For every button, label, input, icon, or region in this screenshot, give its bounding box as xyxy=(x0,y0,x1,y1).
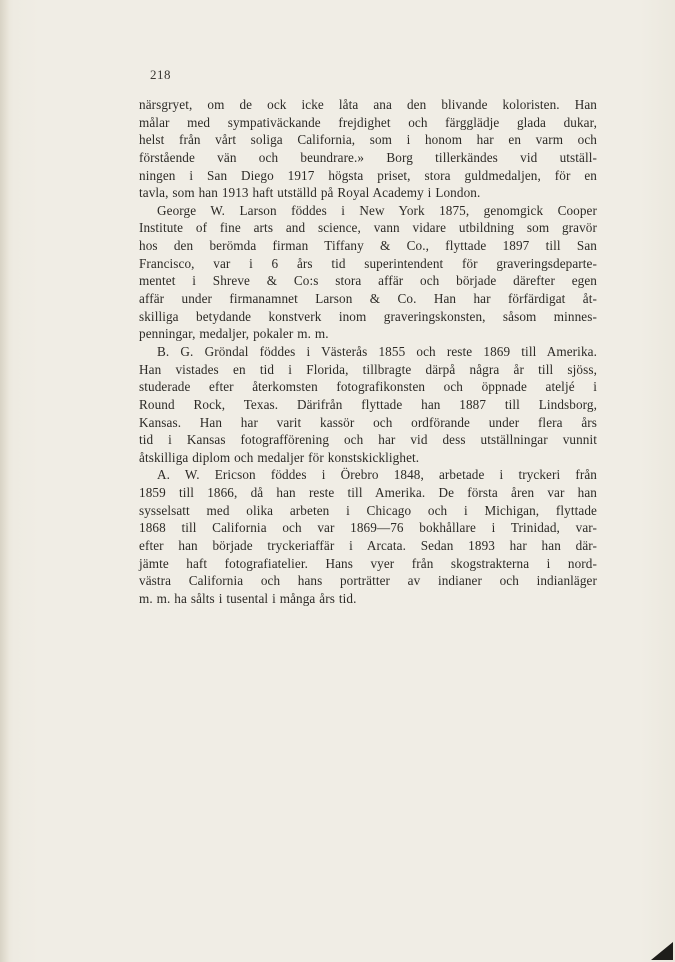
text-line: förstående vän och beundrare.» Borg tillerkändes vid utställ- xyxy=(139,149,597,165)
text-line: tavla, som han 1913 haft utställd på Royal Academy i London. xyxy=(139,185,481,201)
text-line: affär under firmanamnet Larson & Co. Han har förfärdigat åt- xyxy=(139,291,597,307)
body-text xyxy=(139,96,597,608)
text-line: sysselsatt med olika arbeten i Chicago och i Michigan, flyttade xyxy=(139,502,597,518)
text-line: Institute of fine arts and science, vann vidare utbildning som gravör xyxy=(139,220,597,236)
corner-mark xyxy=(651,942,673,960)
text-line: studerade efter återkomsten fotografikonsten och öppnade ateljé i xyxy=(139,379,597,395)
text-line: mentet i Shreve & Co:s stora affär och började därefter egen xyxy=(139,273,597,289)
text-line: åtskilliga diplom och medaljer för konstskicklighet. xyxy=(139,449,420,465)
page-number: 218 xyxy=(150,67,171,82)
text-line: närsgryet, om de ock icke låta ana den blivande koloristen. Han xyxy=(139,97,597,112)
text-line: efter han började tryckeriaffär i Arcata. Sedan 1893 har han där- xyxy=(139,538,597,554)
text-line: George W. Larson föddes i New York 1875, genomgick Cooper xyxy=(157,202,597,218)
text-line: västra California och hans porträtter av indianer och indianläger xyxy=(139,573,597,589)
text-line: penningar, medaljer, pokaler m. m. xyxy=(139,326,329,342)
text-line: Han vistades en tid i Florida, tillbragte därpå några år till sjöss, xyxy=(139,361,597,377)
text-line: tid i Kansas fotografförening och har vid dess utställningar vunnit xyxy=(139,432,597,448)
text-line: ningen i San Diego 1917 högsta priset, stora guldmedaljen, för en xyxy=(139,167,597,183)
text-line: m. m. ha sålts i tusental i många års tid. xyxy=(139,590,357,606)
text-line: 1859 till 1866, då han reste till Amerika. De första åren var han xyxy=(139,485,597,501)
text-line: helst från vårt soliga California, som i honom har en varm och xyxy=(139,132,597,148)
text-line: Round Rock, Texas. Därifrån flyttade han 1887 till Lindsborg, xyxy=(139,396,597,412)
text-line: B. G. Gröndal föddes i Västerås 1855 och reste 1869 till Amerika. xyxy=(157,343,597,359)
text-line: hos den berömda firman Tiffany & Co., flyttade 1897 till San xyxy=(139,238,597,254)
text-line: jämte haft fotografiatelier. Hans vyer från skogstrakterna i nord- xyxy=(139,555,597,571)
text-line: A. W. Ericson föddes i Örebro 1848, arbetade i tryckeri från xyxy=(157,467,597,483)
text-line: Kansas. Han har varit kassör och ordförande under flera års xyxy=(139,414,597,430)
text-line: målar med sympativäckande frejdighet och färgglädje glada dukar, xyxy=(139,114,597,130)
book-spine-edge xyxy=(0,0,9,962)
text-line: Francisco, var i 6 års tid superintendent för graveringsdeparte- xyxy=(139,255,597,271)
text-line: skilliga betydande konstverk inom graveringskonsten, såsom minnes- xyxy=(139,308,597,324)
text-line: 1868 till California och var 1869—76 bokhållare i Trinidad, var- xyxy=(139,520,597,536)
